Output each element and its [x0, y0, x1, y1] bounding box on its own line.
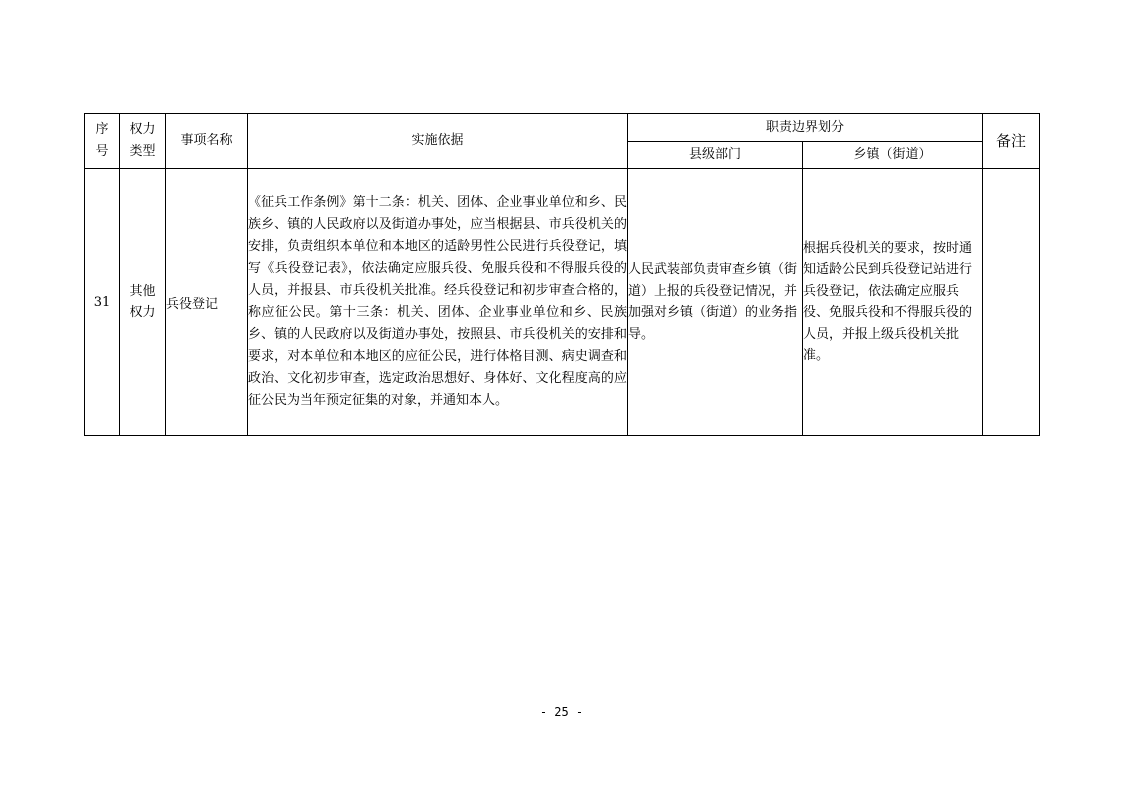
- header-basis: 实施依据: [248, 114, 628, 169]
- cell-county-dept: 人民武装部负责审查乡镇（街道）上报的兵役登记情况，并加强对乡镇（街道）的业务指导。: [628, 169, 803, 436]
- header-county-dept: 县级部门: [628, 142, 803, 169]
- header-responsibility: 职责边界划分: [628, 114, 983, 142]
- cell-basis: 《征兵工作条例》第十二条：机关、团体、企业事业单位和乡、民族乡、镇的人民政府以及街道办事处，应当根据县、市兵役机关的安排，负责组织本单位和本地区的适龄男性公民进行兵役登记，填写《兵役登记表》，依法确定应服兵役、免服兵役和不得服兵役的人员，并报县、市兵役机关批准。经兵役登记和初步审查合格的，称应征公民。第十三条：机关、团体、企业事业单位和乡、民族乡、镇的人民政府以及街道办事处，按照县、市兵役机关的安排和要求，对本单位和本地区的应征公民，进行体格目测、病史调查和政治、文化初步审查，选定政治思想好、身体好、文化程度高的应征公民为当年预定征集的对象，并通知本人。: [248, 169, 628, 436]
- header-power-type: 权力 类型: [120, 114, 166, 169]
- cell-serial: 31: [85, 169, 120, 436]
- duty-table: [84, 113, 1040, 436]
- header-town-street: 乡镇（街道）: [803, 142, 983, 169]
- header-remarks: 备注: [983, 114, 1040, 169]
- table-row: [85, 169, 1040, 436]
- page-number: - 25 -: [539, 705, 584, 719]
- header-item-name: 事项名称: [166, 114, 248, 169]
- cell-town-street: 根据兵役机关的要求，按时通知适龄公民到兵役登记站进行兵役登记，依法确定应服兵役、免服兵役和不得服兵役的人员，并报上级兵役机关批准。: [803, 169, 983, 436]
- cell-remarks: [983, 169, 1040, 436]
- cell-power-type: 其他 权力: [120, 169, 166, 436]
- header-serial: 序 号: [85, 114, 120, 169]
- cell-item-name: 兵役登记: [166, 169, 248, 436]
